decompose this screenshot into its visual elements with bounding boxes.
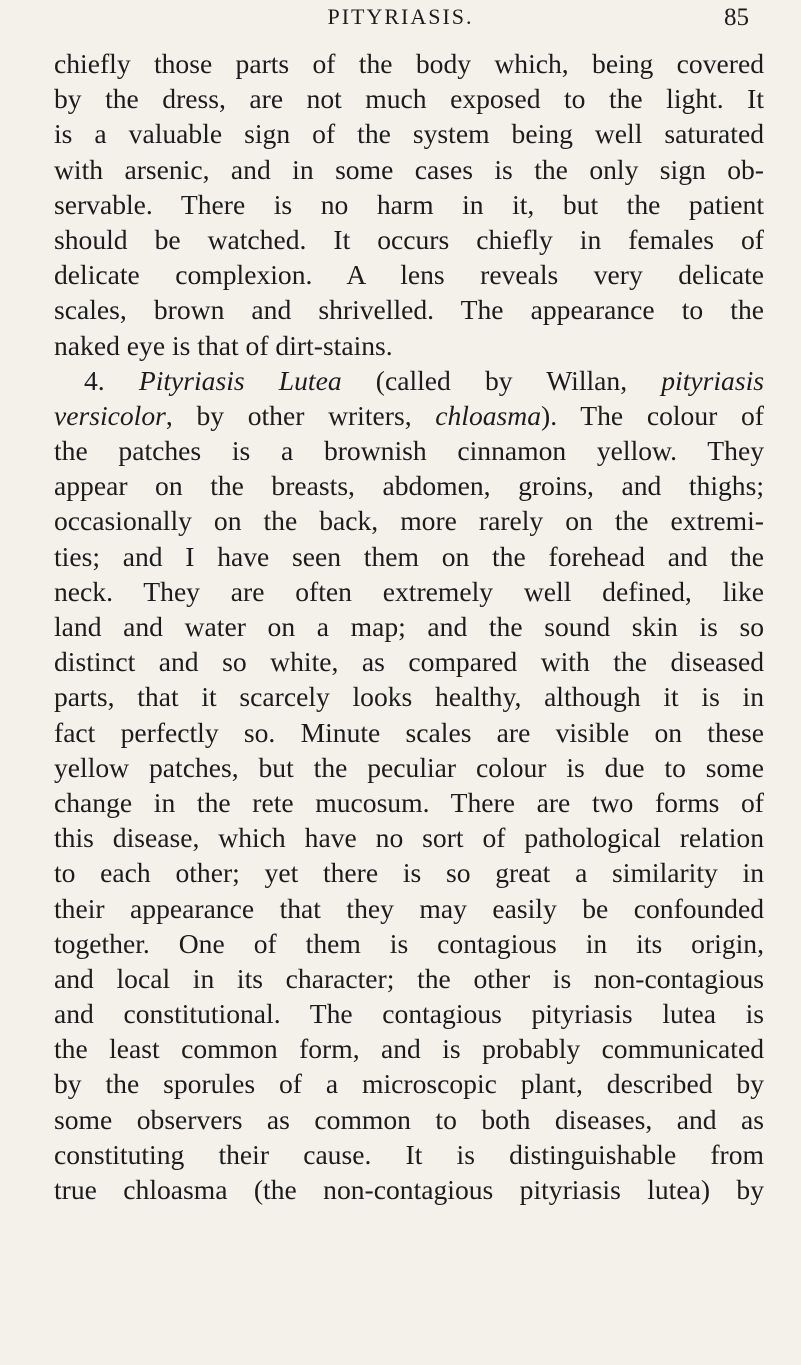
text-line: and local in its character; the other is non-contagious — [54, 962, 764, 994]
text-line: neck. They are often extremely well defined, like — [54, 575, 764, 607]
text-line: change in the rete mucosum. There are two forms of — [54, 786, 764, 818]
text-line: some observers as common to both diseases, and as — [54, 1103, 764, 1135]
text-line: is a valuable sign of the system being well saturated — [54, 118, 764, 150]
text-line — [54, 398, 764, 433]
text-line: land and water on a map; and the sound skin is so — [54, 611, 764, 642]
text-line: distinct and so white, as compared with the diseased — [54, 646, 764, 678]
text-line: delicate complexion. A lens reveals very delicate — [54, 259, 764, 291]
text-line: by the sporules of a microscopic plant, described by — [54, 1068, 764, 1100]
text-line: occasionally on the back, more rarely on the extremi- — [54, 505, 764, 537]
text-run-italic: chloasma — [435, 399, 542, 431]
text-line: their appearance that they may easily be confounded — [54, 892, 764, 924]
text-run: 4. — [84, 364, 139, 396]
text-line: by the dress, are not much exposed to the light. It — [54, 83, 764, 115]
text-line — [54, 363, 764, 398]
text-run-italic: versicolor — [54, 399, 166, 431]
text-line: to each other; yet there is so great a similarity in — [54, 857, 764, 889]
page-number: 85 — [724, 4, 749, 31]
text-line: scales, brown and shrivelled. The appearance to the — [54, 294, 764, 326]
text-line: true chloasma (the non-contagious pityriasis lutea) by — [54, 1174, 764, 1205]
text-run-italic: pityriasis — [661, 364, 764, 396]
text-line: the least common form, and is probably communicated — [54, 1033, 764, 1065]
text-line: parts, that it scarcely looks healthy, although it is in — [54, 681, 764, 713]
text-line: yellow patches, but the peculiar colour is due to some — [54, 751, 764, 783]
text-line: together. One of them is contagious in its origin, — [54, 927, 764, 959]
text-run-italic: Pityriasis Lutea — [138, 364, 342, 396]
text-line: with arsenic, and in some cases is the only sign ob- — [54, 153, 764, 185]
text-run: , by other writers, — [165, 399, 436, 431]
text-line: this disease, which have no sort of pathological relation — [54, 822, 764, 854]
text-run: (called by Willan, — [341, 364, 662, 396]
text-line: appear on the breasts, abdomen, groins, and thighs; — [54, 470, 764, 502]
running-head: PITYRIASIS. — [327, 4, 474, 29]
text-line: should be watched. It occurs chiefly in females of — [54, 223, 764, 255]
page-header — [0, 4, 801, 34]
text-line: constituting their cause. It is distinguishable from — [54, 1138, 764, 1170]
text-line: servable. There is no harm in it, but the patient — [54, 188, 764, 220]
text-run: ). The colour of — [541, 399, 764, 431]
text-line: ties; and I have seen them on the forehead and the — [54, 540, 764, 572]
text-line: and constitutional. The contagious pityriasis lutea is — [54, 998, 764, 1030]
text-line: the patches is a brownish cinnamon yellow. They — [54, 435, 764, 467]
text-line: naked eye is that of dirt-stains. — [54, 329, 393, 361]
body-text — [54, 46, 764, 1207]
text-line: fact perfectly so. Minute scales are visible on these — [54, 716, 764, 748]
text-line: chiefly those parts of the body which, being covered — [54, 48, 764, 79]
